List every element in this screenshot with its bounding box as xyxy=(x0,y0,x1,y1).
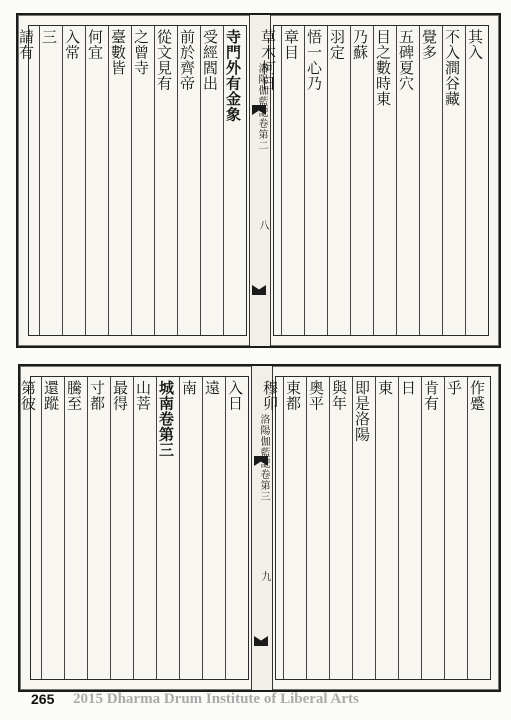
top-left-half-page xyxy=(17,25,247,336)
text-column: 何宜 xyxy=(86,29,104,60)
text-column: 穆卯 xyxy=(261,380,279,411)
text-column: 最得 xyxy=(111,380,129,411)
text-column: 之曾寺 xyxy=(132,29,150,76)
bottom-woodblock-spread xyxy=(18,364,501,692)
page-number: 265 xyxy=(31,691,55,707)
text-column: 東都 xyxy=(284,380,302,411)
text-column: 第彼 xyxy=(19,380,37,411)
fold-leaf-number: 八 xyxy=(257,220,268,230)
text-column: 悟一心乃 xyxy=(305,29,323,91)
text-column: 即是洛陽 xyxy=(353,380,371,442)
text-column: 乎 xyxy=(445,380,463,396)
text-column: 騰至 xyxy=(65,380,83,411)
text-column: 肯有 xyxy=(422,380,440,411)
text-column: 覺多 xyxy=(420,29,438,60)
text-column: 章目 xyxy=(282,29,300,60)
text-column: 臺數皆 xyxy=(109,29,127,76)
text-column: 奧平 xyxy=(307,380,325,411)
text-column: 請有 xyxy=(17,29,35,60)
fold-leaf-number: 九 xyxy=(259,571,270,581)
text-column: 草木柯日 xyxy=(259,29,277,91)
text-column: 日 xyxy=(399,380,417,396)
copyright-watermark: 2015 Dharma Drum Institute of Liberal Arts xyxy=(73,691,359,707)
text-column: 入日 xyxy=(226,380,244,411)
text-column: 寺門外有金象 xyxy=(224,29,242,122)
text-column: 山菩 xyxy=(134,380,152,411)
text-column: 南 xyxy=(180,380,198,396)
fold-title: 洛陽伽藍記卷第二 xyxy=(256,63,267,151)
chapter-heading-column: 城南卷第三 xyxy=(157,380,175,458)
text-column: 還蹤 xyxy=(42,380,60,411)
text-column: 目之數時東 xyxy=(374,29,392,107)
text-column: 不入澗谷藏 xyxy=(443,29,461,107)
text-column: 從文見有 xyxy=(155,29,173,91)
text-column: 東 xyxy=(376,380,394,396)
text-column: 乃蘇 xyxy=(351,29,369,60)
text-column: 其入 xyxy=(466,29,484,60)
text-column: 受經閻出 xyxy=(201,29,219,91)
text-column: 五碑夏穴 xyxy=(397,29,415,91)
text-column: 遠 xyxy=(203,380,221,396)
bottom-left-half-page xyxy=(19,376,249,680)
text-column: 前於齊帝 xyxy=(178,29,196,91)
text-column: 作蹙 xyxy=(468,380,486,411)
top-woodblock-spread xyxy=(16,13,501,348)
text-column: 與年 xyxy=(330,380,348,411)
text-column: 寸都 xyxy=(88,380,106,411)
text-column: 三 xyxy=(40,29,58,45)
text-column: 入常 xyxy=(63,29,81,60)
fold-title: 洛陽伽藍記卷第三 xyxy=(258,414,269,502)
text-column: 羽定 xyxy=(328,29,346,60)
